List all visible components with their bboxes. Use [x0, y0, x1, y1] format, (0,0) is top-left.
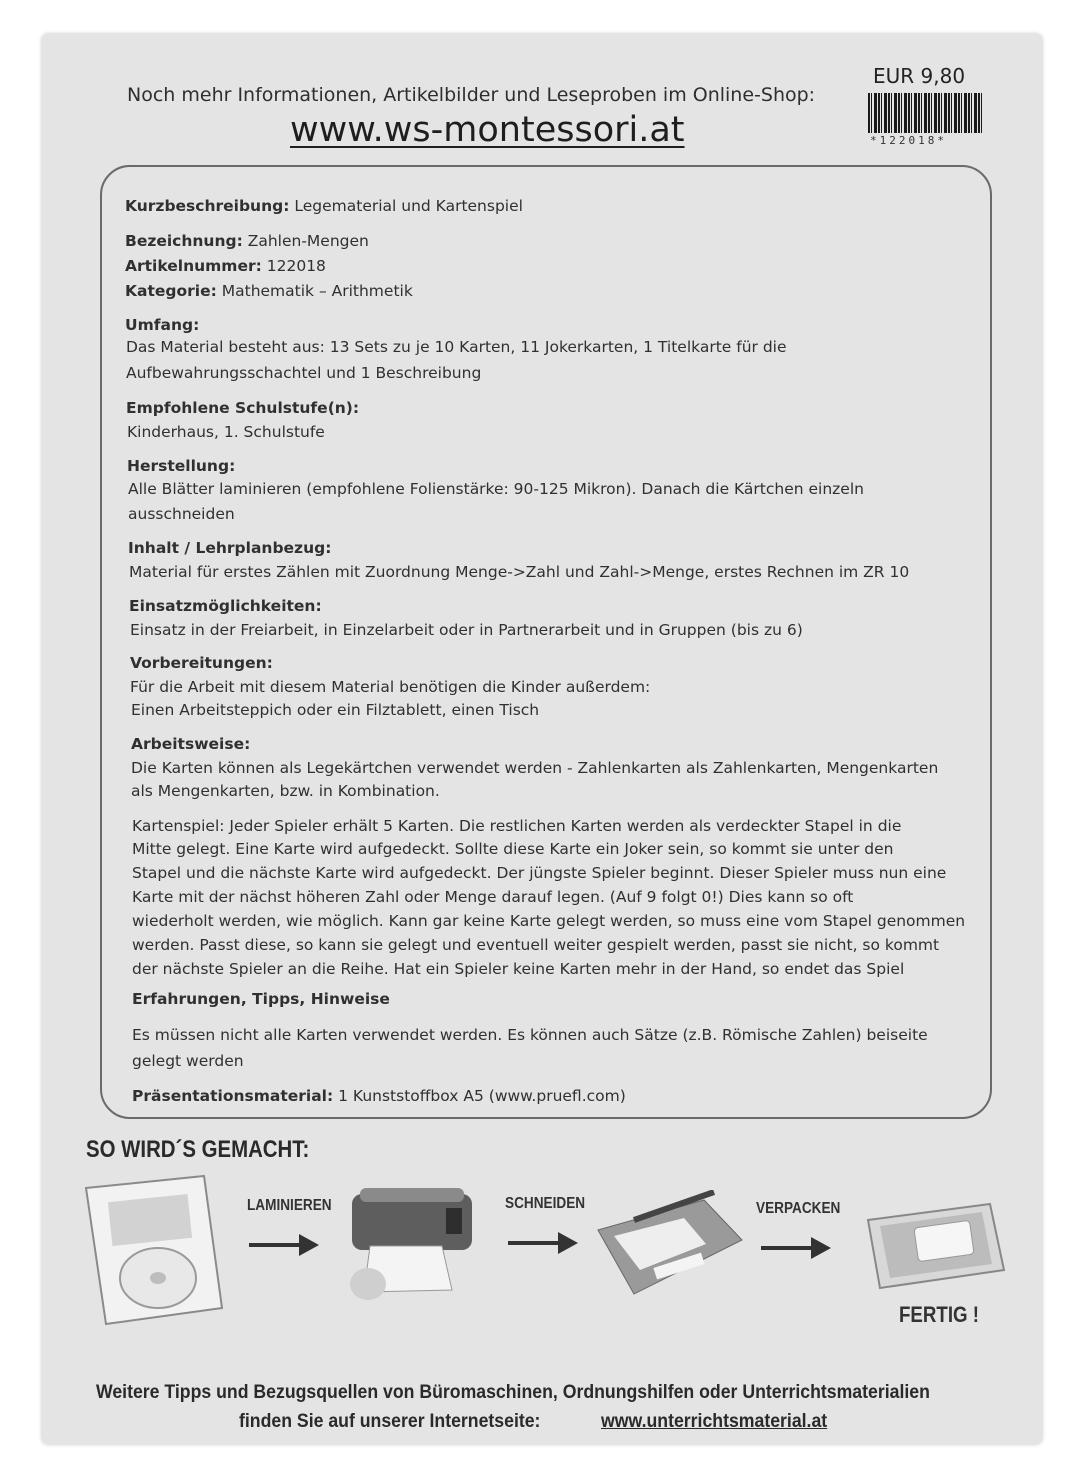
- shop-url-link[interactable]: www.ws-montessori.at: [290, 110, 685, 150]
- steps-title: SO WIRD´S GEMACHT:: [86, 1136, 310, 1163]
- einsatz-value: Einsatz in der Freiarbeit, in Einzelarbeit oder in Partnerarbeit und in Gruppen (bis zu 6): [130, 621, 803, 639]
- umfang-line: Das Material besteht aus: 13 Sets zu je 10 Karten, 11 Jokerkarten, 1 Titelkarte für die: [126, 338, 787, 356]
- kurzbeschreibung-label: Kurzbeschreibung:: [125, 197, 290, 215]
- material-binder-icon: [76, 1168, 226, 1328]
- herstellung-line: Alle Blätter laminieren (empfohlene Folienstärke: 90-125 Mikron). Danach die Kärtchen einzeln: [128, 480, 864, 498]
- erfahrungen-line: Es müssen nicht alle Karten verwendet werden. Es können auch Sätze (z.B. Römische Zahlen) beiseite: [132, 1026, 928, 1044]
- bezeichnung-value: Zahlen-Mengen: [247, 232, 369, 250]
- kategorie-value: Mathematik – Arithmetik: [221, 282, 413, 300]
- kartenspiel-line: Mitte gelegt. Eine Karte wird aufgedeckt. Sollte diese Karte ein Joker sein, so kommt sie unter den: [132, 840, 894, 858]
- step-fertig-label: FERTIG !: [899, 1302, 979, 1327]
- kartenspiel-line: wiederholt werden, wie möglich. Kann gar keine Karte gelegt werden, so muss eine vom Stapel genommen: [132, 912, 966, 930]
- praesentation-value: 1 Kunststoffbox A5 (www.pruefl.com): [338, 1087, 626, 1105]
- herstellung-label: Herstellung:: [127, 457, 236, 475]
- kurzbeschreibung-row: [125, 197, 523, 215]
- step-schneiden-label: SCHNEIDEN: [505, 1195, 586, 1212]
- arbeitsweise-line: als Mengenkarten, bzw. in Kombination.: [131, 782, 440, 800]
- kartenspiel-line: Karte mit der nächst höheren Zahl oder Menge darauf legen. (Auf 9 folgt 0!) Dies kann so oft: [132, 888, 854, 906]
- footer-tips-line: Weitere Tipps und Bezugsquellen von Büromaschinen, Ordnungshilfen oder Unterrichtsmaterialien: [96, 1382, 930, 1403]
- kartenspiel-line: der nächste Spieler an die Reihe. Hat ein Spieler keine Karten mehr in der Hand, so endet das Spiel: [132, 960, 905, 978]
- arrow-right-icon: [761, 1235, 831, 1261]
- footer-url-link[interactable]: www.unterrichtsmaterial.at: [601, 1411, 828, 1432]
- inhalt-value: Material für erstes Zählen mit Zuordnung Menge->Zahl und Zahl->Menge, erstes Rechnen im ZR 10: [129, 563, 910, 581]
- artikelnummer-row: [125, 257, 326, 275]
- step-laminieren-label: LAMINIEREN: [247, 1197, 332, 1214]
- footer-internet-line: finden Sie auf unserer Internetseite:: [239, 1411, 541, 1432]
- inhalt-label: Inhalt / Lehrplanbezug:: [128, 539, 332, 557]
- arrow-right-icon: [249, 1232, 319, 1258]
- kurzbeschreibung-value: Legematerial und Kartenspiel: [294, 197, 523, 215]
- kartenspiel-line: werden. Passt diese, so kann sie gelegt und eventuell weiter gespielt werden, passt sie nicht, so kommt: [132, 936, 940, 954]
- vorbereitungen-line: Für die Arbeit mit diesem Material benötigen die Kinder außerdem:: [130, 678, 651, 696]
- umfang-label: Umfang:: [125, 316, 200, 334]
- artikelnummer-value: 122018: [266, 257, 326, 275]
- praesentation-row: [132, 1087, 626, 1105]
- schulstufe-label: Empfohlene Schulstufe(n):: [126, 399, 360, 417]
- erfahrungen-label: Erfahrungen, Tipps, Hinweise: [132, 990, 390, 1008]
- kategorie-label: Kategorie:: [125, 282, 217, 300]
- artikelnummer-label: Artikelnummer:: [125, 257, 262, 275]
- kartenspiel-line: Stapel und die nächste Karte wird aufgedeckt. Der jüngste Spieler beginnt. Dieser Spieler muss nun eine: [132, 864, 947, 882]
- vorbereitungen-label: Vorbereitungen:: [130, 654, 273, 672]
- arrow-right-icon: [508, 1230, 578, 1256]
- barcode-icon: [868, 93, 984, 133]
- herstellung-line: ausschneiden: [128, 505, 235, 523]
- bezeichnung-row: [125, 232, 369, 250]
- barcode-number: *122018*: [870, 134, 947, 147]
- bezeichnung-label: Bezeichnung:: [125, 232, 243, 250]
- arbeitsweise-label: Arbeitsweise:: [131, 735, 251, 753]
- kategorie-row: [125, 282, 413, 300]
- paper-cutter-icon: [594, 1190, 744, 1300]
- einsatz-label: Einsatzmöglichkeiten:: [129, 597, 322, 615]
- umfang-line: Aufbewahrungsschachtel und 1 Beschreibung: [126, 364, 482, 382]
- arbeitsweise-line: Die Karten können als Legekärtchen verwendet werden - Zahlenkarten als Zahlenkarten, Mengenkarten: [131, 759, 939, 777]
- online-shop-info: Noch mehr Informationen, Artikelbilder und Leseproben im Online-Shop:: [127, 84, 816, 106]
- step-verpacken-label: VERPACKEN: [756, 1200, 841, 1217]
- storage-box-icon: [866, 1200, 1006, 1290]
- erfahrungen-line: gelegt werden: [132, 1052, 244, 1070]
- price-label: EUR 9,80: [873, 64, 966, 88]
- kartenspiel-line: Kartenspiel: Jeder Spieler erhält 5 Karten. Die restlichen Karten werden als verdeckter Stapel in die: [132, 817, 902, 835]
- vorbereitungen-line: Einen Arbeitsteppich oder ein Filztablett, einen Tisch: [131, 701, 540, 719]
- schulstufe-value: Kinderhaus, 1. Schulstufe: [127, 423, 325, 441]
- praesentation-label: Präsentationsmaterial:: [132, 1087, 334, 1105]
- laminator-icon: [342, 1180, 482, 1310]
